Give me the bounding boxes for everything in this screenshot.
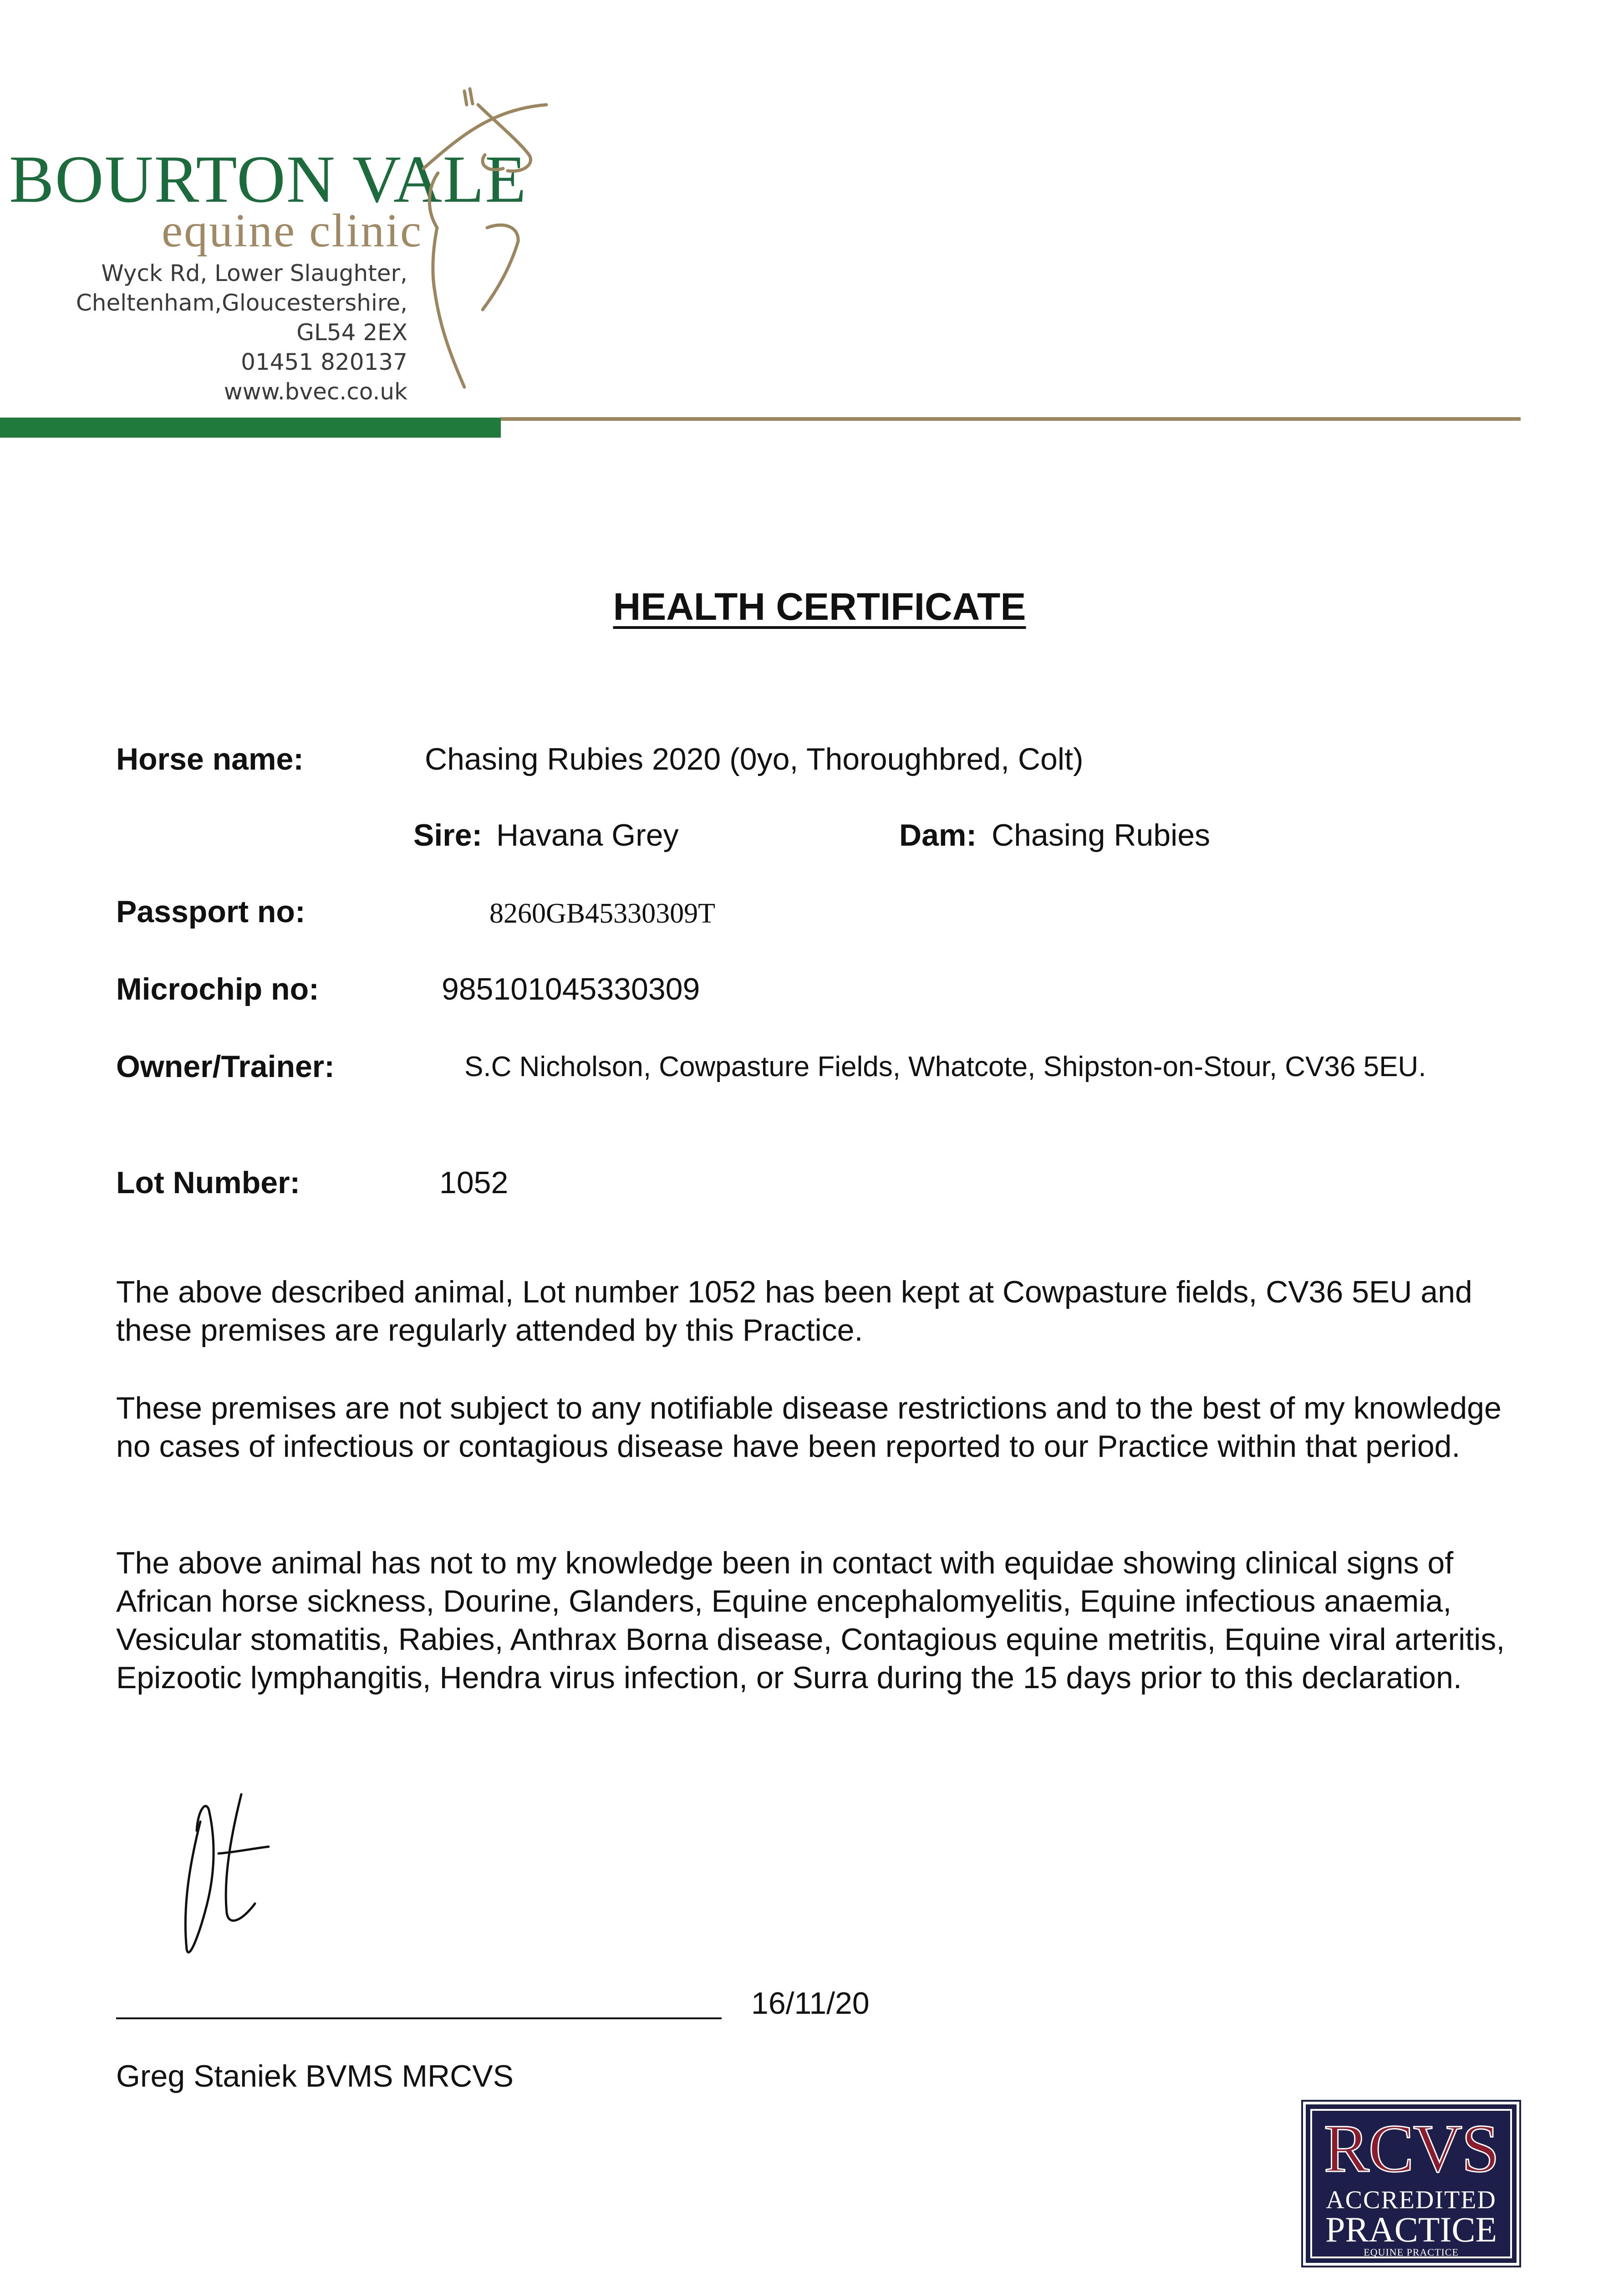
passport-value: 8260GB45330309T [489,898,715,929]
passport-label: Passport no: [116,894,305,929]
rcvs-badge-equine: EQUINE PRACTICE [1364,2246,1459,2258]
address-line-1: Wyck Rd, Lower Slaughter, [101,260,407,286]
signatory-name: Greg Staniek BVMS MRCVS [116,2059,514,2093]
horse-head-logo [410,77,555,405]
rcvs-badge-title: RCVS [1324,2111,1499,2186]
dam-label: Dam: [899,818,977,853]
phone-number: 01451 820137 [241,349,407,375]
horse-name-value: Chasing Rubies 2020 (0yo, Thoroughbred, Colt) [425,742,1084,776]
website[interactable]: www.bvec.co.uk [224,378,407,405]
rcvs-badge-practice: PRACTICE [1325,2210,1497,2249]
microchip-value: 985101045330309 [442,972,700,1006]
horse-name-label: Horse name: [116,742,304,776]
document-title: HEALTH CERTIFICATE [613,585,1026,628]
sire-value: Havana Grey [496,818,679,853]
dam-value: Chasing Rubies [992,818,1211,853]
clinic-subtitle: equine clinic [162,204,423,257]
header-green-bar [0,418,501,438]
lot-number-value: 1052 [439,1165,509,1200]
sire-label: Sire: [413,818,483,853]
rcvs-accreditation-badge [1303,2102,1519,2266]
address-line-2: Cheltenham,Gloucestershire, [76,290,407,316]
signature-line [116,2017,722,2019]
lot-number-label: Lot Number: [116,1165,300,1200]
declaration-paragraph-2: These premises are not subject to any notifiable disease restrictions and to the best of my knowledge no cases of infectious or contagious disease have been reported to our Practice within that period. [116,1391,1502,1464]
header-gold-rule [501,417,1521,421]
clinic-name: BOURTON VALE [9,142,527,217]
handwritten-signature [173,1785,282,1967]
owner-value: S.C Nicholson, Cowpasture Fields, Whatcote, Shipston-on-Stour, CV36 5EU. [464,1051,1426,1082]
owner-label: Owner/Trainer: [116,1049,335,1084]
rcvs-badge-accredited: ACCREDITED [1326,2186,1497,2214]
address-postcode: GL54 2EX [296,319,407,346]
declaration-paragraph-1: The above described animal, Lot number 1052 has been kept at Cowpasture fields, CV36 5EU and these premises are regularly attended by this Practice. [116,1275,1472,1348]
declaration-paragraph-3: The above animal has not to my knowledge been in contact with equidae showing clinical signs of African horse sickness, Dourine, Glanders, Equine encephalomyelitis, Equine infectious anaemia, Vesicular stomatitis, Rabies, Anthrax Borna disease, Contagious equine metritis, Equine viral arteritis, Epizootic lymphangitis, Hendra virus infection, or Surra during the 15 days prior to this declaration. [116,1546,1505,1695]
microchip-label: Microchip no: [116,972,319,1006]
signature-date: 16/11/20 [751,1986,870,2021]
